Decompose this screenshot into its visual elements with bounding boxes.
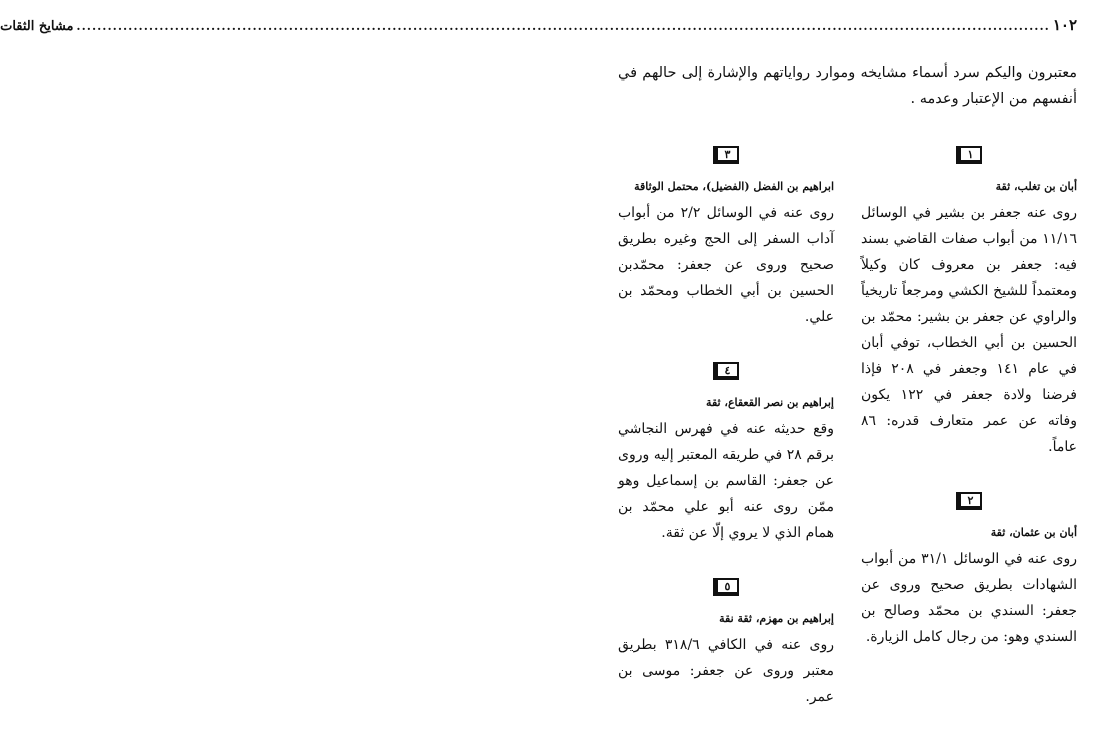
entry-number-box: ٥ xyxy=(713,578,739,596)
entry-1 xyxy=(861,146,1077,460)
entry-title: إبراهيم بن مهزم، ثقة نقة xyxy=(719,612,834,625)
entry-body: روى عنه جعفر بن بشير في الوسائل ١١/١٦ من أبواب صفات القاضي بسند فيه: جعفر بن معروف كان وكيلاً ومعتمداً للشيخ الكشي ومرجعاً تاريخياً والراوي عن جعفر بن بشير: محمّد بن الحسين بن أبي الخطاب، توفي أبان في عام ١٤١ وجعفر في ٢٠٨ فإذا فرضنا ولادة جعفر في ١٢٢ يكون وفاته عن عمر متعارف قدره: ٨٦ عاماً. xyxy=(861,205,1077,455)
intro-paragraph: معتبرون واليكم سرد أسماء مشايخه وموارد رواياتهم والإشارة إلى حالهم في أنفسهم من الإعتبار وعدمه . xyxy=(618,65,1077,107)
entry-body: روى عنه في الوسائل ٣١/١ من أبواب الشهادات بطريق صحيح وروى عن جعفر: السندي بن محمّد وصالح بن السندي وهو: من رجال كامل الزيارة. xyxy=(861,551,1077,645)
entry-number-box: ٣ xyxy=(713,146,739,164)
entry-title: إبراهيم بن نصر القعقاع، ثقة xyxy=(706,396,834,409)
entry-number-box: ١ xyxy=(956,146,982,164)
running-title: مشايخ الثقات xyxy=(0,19,74,34)
entry-title: ابراهيم بن الفضل (الفضيل)، محتمل الوثاقة xyxy=(634,180,834,193)
entry-3 xyxy=(618,146,834,330)
entry-number-box: ٤ xyxy=(713,362,739,380)
right-column xyxy=(861,146,1077,682)
left-column xyxy=(618,146,834,742)
entry-title: أبان بن تغلب، ثقة xyxy=(995,180,1077,193)
entry-body: وقع حديثه عنه في فهرس النجاشي برقم ٢٨ في طريقه المعتبر إليه وروى عن جعفر: القاسم بن إسماعيل وهو ممّن روى عنه أبو علي محمّد بن همام الذي لا يروي إلّا عن ثقة. xyxy=(618,421,834,541)
entry-number-box: ٢ xyxy=(956,492,982,510)
entry-5 xyxy=(618,578,834,710)
entry-2 xyxy=(861,492,1077,650)
page-number: ١٠٢ xyxy=(1052,16,1077,34)
entry-body: روى عنه في الوسائل ٢/٢ من أبواب آداب السفر إلى الحج وغيره بطريق صحيح وروى عن جعفر: محمّدبن الحسين بن أبي الخطاب ومحمّد بن علي. xyxy=(618,205,834,325)
page-header xyxy=(0,16,1077,38)
entry-4 xyxy=(618,362,834,546)
entry-body: روى عنه في الكافي ٣١٨/٦ بطريق معتبر وروى عن جعفر: موسى بن عمر. xyxy=(618,637,834,705)
header-leader-dots: ............................................................................................................................................................................................ xyxy=(76,19,1050,33)
entry-title: أبان بن عثمان، ثقة xyxy=(990,526,1077,539)
